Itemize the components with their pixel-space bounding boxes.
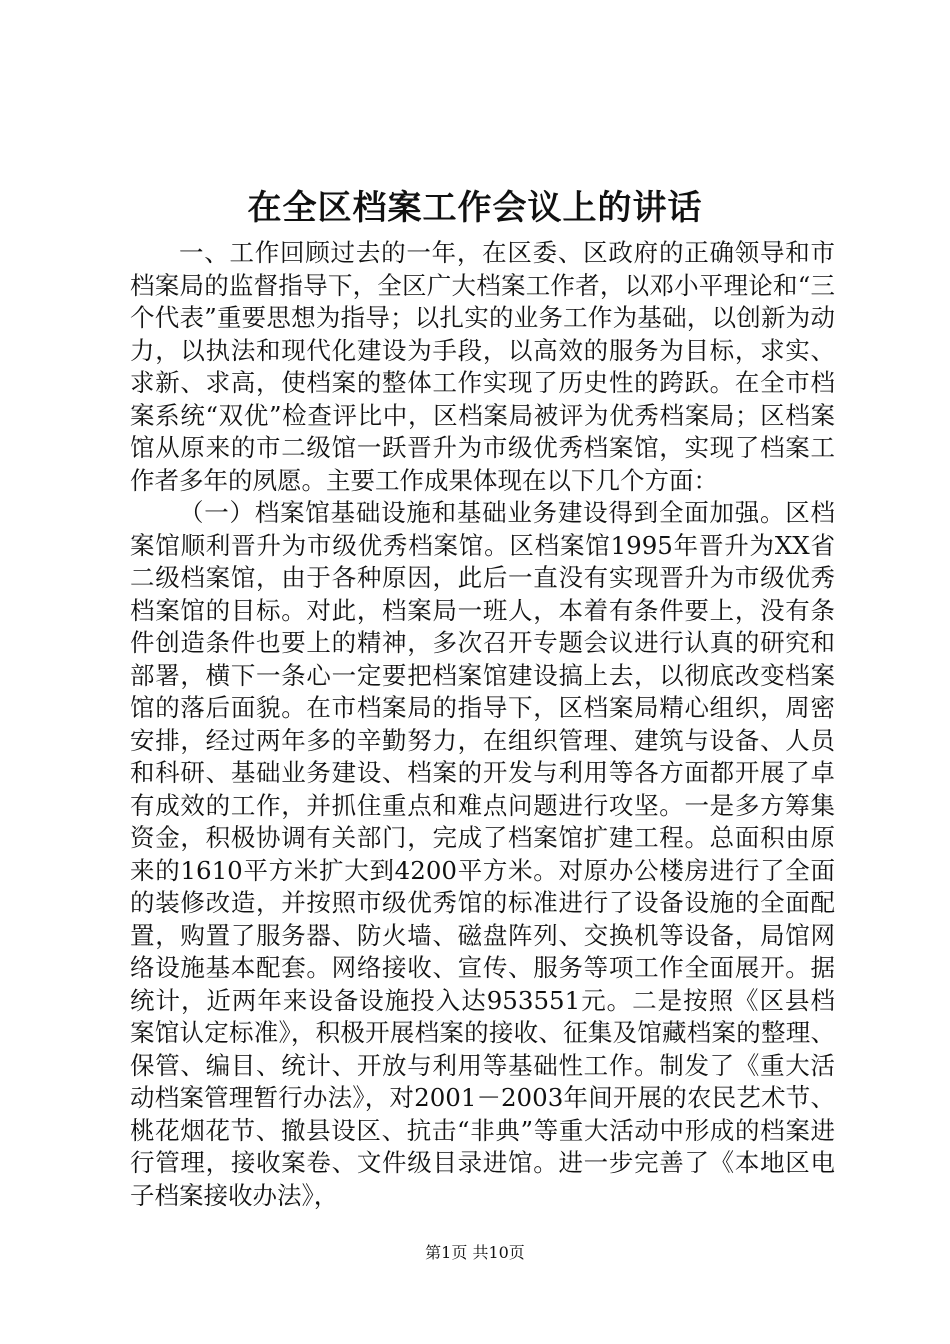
page-number-footer: 第1页 共10页	[425, 1243, 525, 1262]
paragraph-archives-construction: （一）档案馆基础设施和基础业务建设得到全面加强。区档案馆顺利晋升为市级优秀档案馆。区档案馆1995年晋升为XX省二级档案馆，由于各种原因，此后一直没有实现晋升为市级优秀档案馆的目标。对此，档案局一班人，本着有条件要上，没有条件创造条件也要上的精神，多次召开专题会议进行认真的研究和部署，横下一条心一定要把档案馆建设搞上去，以彻底改变档案馆的落后面貌。在市档案局的指导下，区档案局精心组织，周密安排，经过两年多的辛勤努力，在组织管理、建筑与设备、人员和科研、基础业务建设、档案的开发与利用等各方面都开展了卓有成效的工作，并抓住重点和难点问题进行攻坚。一是多方筹集资金，积极协调有关部门，完成了档案馆扩建工程。总面积由原来的1610平方米扩大到4200平方米。对原办公楼房进行了全面的装修改造，并按照市级优秀馆的标准进行了设备设施的全面配置，购置了服务器、防火墙、磁盘阵列、交换机等设备，局馆网络设施基本配套。网络接收、宣传、服务等项工作全面展开。据统计，近两年来设备设施投入达953551元。二是按照《区县档案馆认定标准》，积极开展档案的接收、征集及馆藏档案的整理、保管、编目、统计、开放与利用等基础性工作。制发了《重大活动档案管理暂行办法》，对2001－2003年间开展的农民艺术节、桃花烟花节、撤县设区、抗击“非典”等重大活动中形成的档案进行管理，接收案卷、文件级目录进馆。进一步完善了《本地区电子档案接收办法》，	[130, 498, 835, 1210]
paragraph-work-review: 一、工作回顾过去的一年，在区委、区政府的正确领导和市档案局的监督指导下，全区广大档案工作者，以邓小平理论和“三个代表”重要思想为指导；以扎实的业务工作为基础，以创新为动力，以执法和现代化建设为手段，以高效的服务为目标，求实、求新、求高，使档案的整体工作实现了历史性的跨跃。在全市档案系统“双优”检查评比中，区档案局被评为优秀档案局；区档案馆从原来的市二级馆一跃晋升为市级优秀档案馆，实现了档案工作者多年的夙愿。主要工作成果体现在以下几个方面：	[130, 238, 835, 495]
document-body	[130, 237, 835, 1212]
page-title: 在全区档案工作会议上的讲话	[247, 188, 703, 228]
